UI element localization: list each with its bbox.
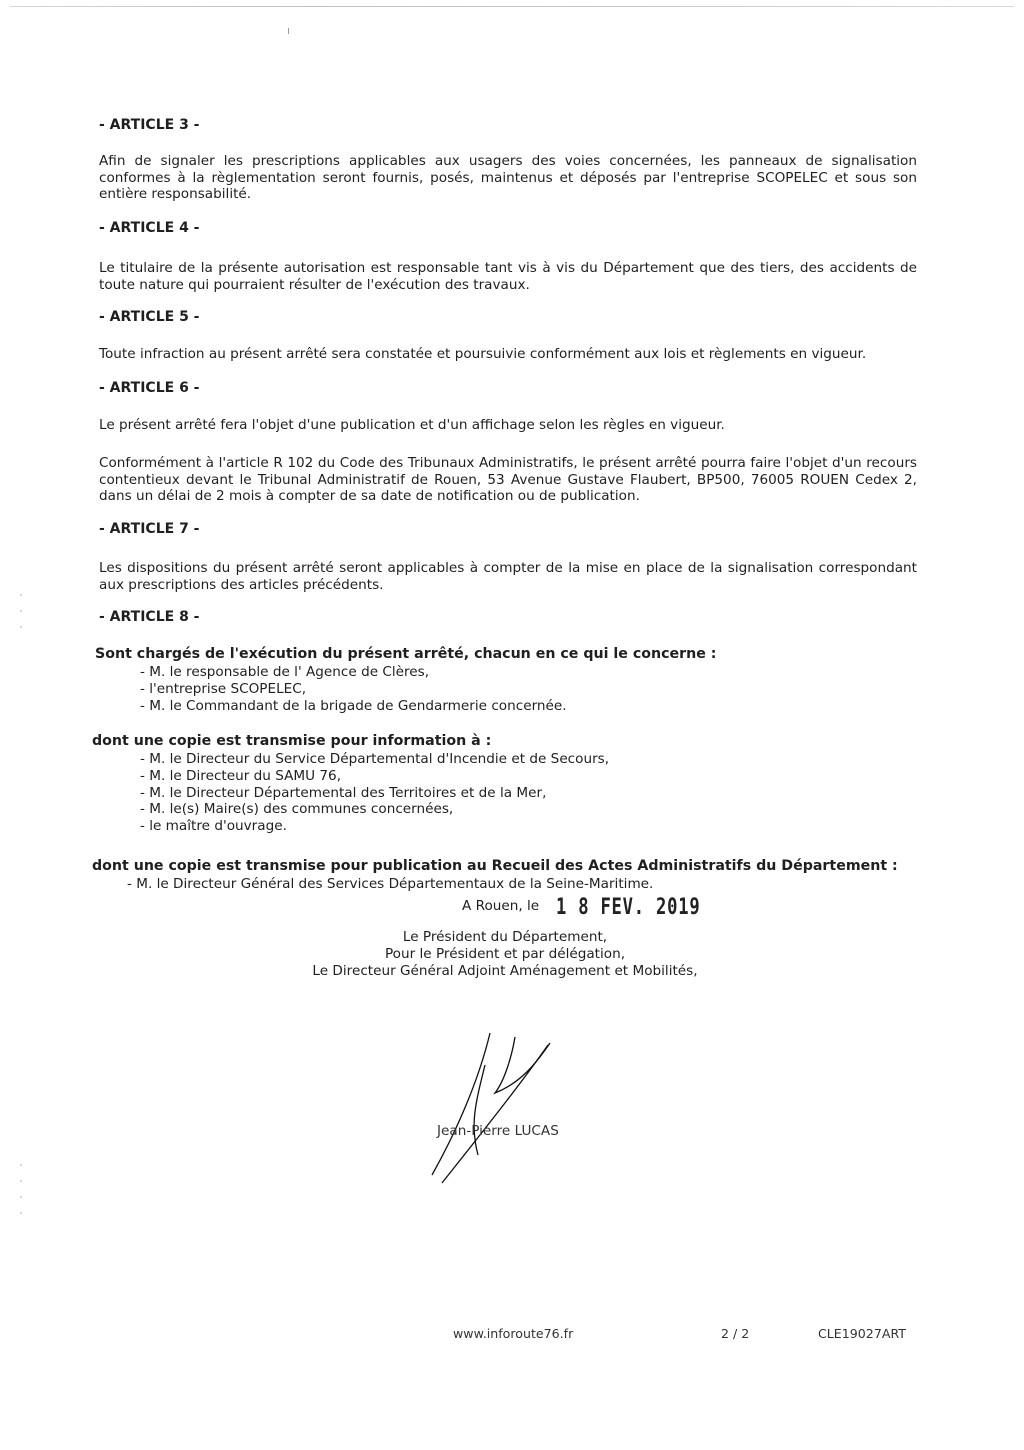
information-item: - M. le Directeur Départemental des Territoires et de la Mer,	[140, 784, 547, 801]
article-5-heading: - ARTICLE 5 -	[99, 309, 200, 325]
footer-website: www.inforoute76.fr	[453, 1326, 574, 1341]
information-item: - M. le Directeur du SAMU 76,	[140, 767, 342, 784]
article-3-text: Afin de signaler les prescriptions applicables aux usagers des voies concernées, les panneaux de signalisation conformes à la règlementation seront fournis, posés, maintenus et déposés par l'entreprise SCOPELEC et sous son entière responsabilité.	[99, 153, 917, 202]
article-6-text-1: Le présent arrêté fera l'objet d'une publication et d'un affichage selon les règles en vigueur.	[99, 417, 725, 433]
execution-list	[140, 664, 567, 714]
article-7-text: Les dispositions du présent arrêté seront applicables à compter de la mise en place de la signalisation correspondant aux prescriptions des articles précédents.	[99, 560, 917, 593]
handwritten-signature-icon	[420, 1025, 580, 1185]
article-5-text: Toute infraction au présent arrêté sera constatée et poursuivie conformément aux lois et règlements en vigueur.	[99, 346, 867, 362]
article-8-heading: - ARTICLE 8 -	[99, 609, 200, 625]
scan-margin-marks	[20, 1150, 22, 1220]
signature-place: A Rouen, le	[462, 898, 540, 914]
article-3-heading: - ARTICLE 3 -	[99, 117, 200, 133]
footer-page-number: 2 / 2	[721, 1326, 750, 1341]
execution-item: - M. le responsable de l' Agence de Clères,	[140, 664, 430, 680]
signature-line: Le Directeur Général Adjoint Aménagement et Mobilités,	[312, 962, 698, 979]
execution-item: - l'entreprise SCOPELEC,	[140, 680, 307, 697]
information-list	[140, 751, 609, 835]
signature-stroke	[474, 1065, 485, 1155]
signature-stroke	[495, 1037, 550, 1093]
information-item: - le maître d'ouvrage.	[140, 818, 287, 835]
information-item: - M. le(s) Maire(s) des communes concernées,	[140, 801, 454, 818]
information-title: dont une copie est transmise pour information à :	[92, 733, 492, 749]
information-item: - M. le Directeur du Service Départemental d'Incendie et de Secours,	[140, 751, 610, 767]
article-4-heading: - ARTICLE 4 -	[99, 220, 200, 236]
footer-reference: CLE19027ART	[818, 1326, 906, 1341]
signature-line: Le Président du Département,	[402, 929, 608, 945]
execution-item: - M. le Commandant de la brigade de Gendarmerie concernée.	[140, 697, 567, 714]
signature-stroke	[432, 1033, 490, 1175]
publication-title: dont une copie est transmise pour publication au Recueil des Actes Administratifs du Département :	[92, 858, 898, 874]
scan-speck	[288, 28, 289, 34]
article-4-text: Le titulaire de la présente autorisation est responsable tant vis à vis du Département que des tiers, des accidents de toute nature qui pourraient résulter de l'exécution des travaux.	[99, 260, 917, 293]
article-7-heading: - ARTICLE 7 -	[99, 521, 200, 537]
signature-line: Pour le Président et par délégation,	[384, 945, 626, 962]
publication-list	[127, 876, 653, 893]
date-stamp: 1 8 FEV. 2019	[556, 895, 701, 920]
article-6-heading: - ARTICLE 6 -	[99, 380, 200, 396]
scan-edge-line	[10, 6, 1014, 7]
scan-margin-marks	[20, 580, 22, 640]
signature-titles	[290, 929, 720, 979]
execution-title: Sont chargés de l'exécution du présent arrêté, chacun en ce qui le concerne :	[95, 646, 717, 662]
publication-item: - M. le Directeur Général des Services Départementaux de la Seine-Maritime.	[127, 876, 654, 892]
signer-name: Jean-Pierre LUCAS	[437, 1123, 559, 1139]
article-6-text-2: Conformément à l'article R 102 du Code des Tribunaux Administratifs, le présent arrêté pourra faire l'objet d'un recours contentieux devant le Tribunal Administratif de Rouen, 53 Avenue Gustave Flaubert, BP500, 76005 ROUEN Cedex 2, dans un délai de 2 mois à compter de sa date de notification ou de publication.	[99, 455, 917, 504]
